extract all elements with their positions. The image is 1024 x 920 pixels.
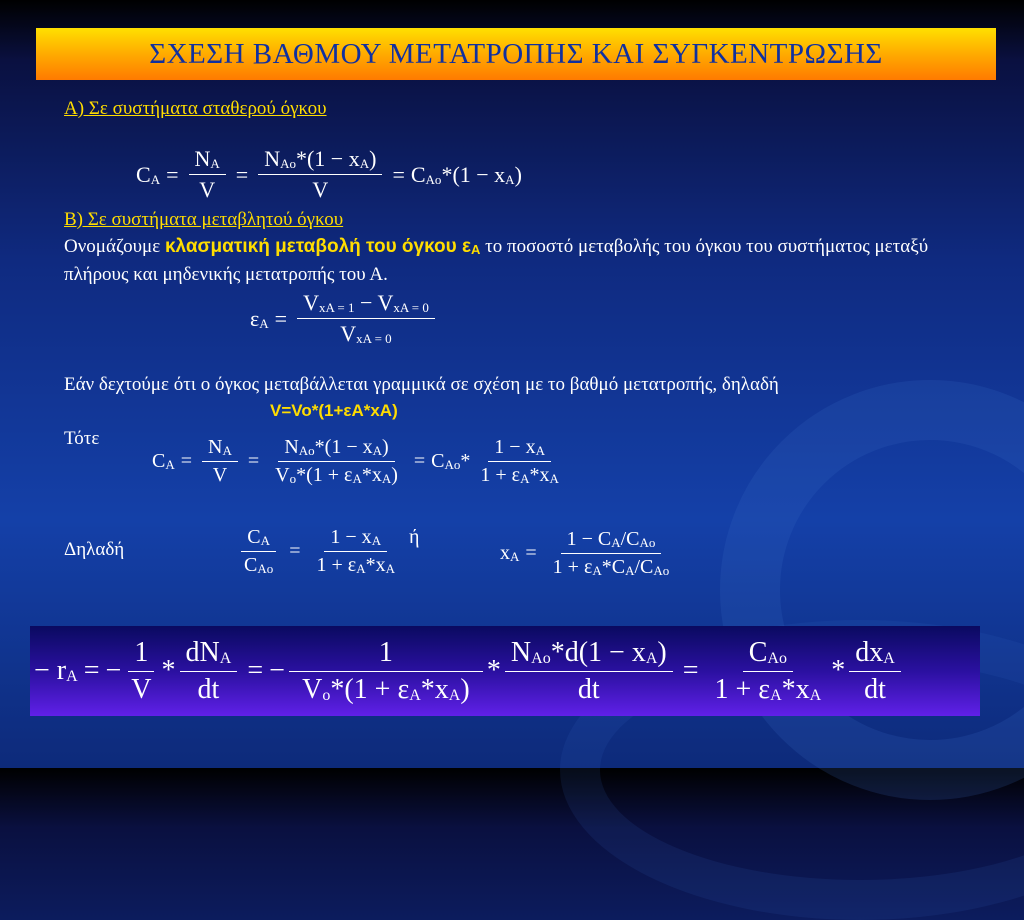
i-e-label: Δηλαδή — [64, 539, 125, 560]
equation-constant-volume: $C_A$ = $\frac{N_A}{V}$ = $\frac{N_{Ao}*(1 - x_A)}{V}$ = $C_{Ao}*(1 - x_A)$ — [136, 146, 522, 202]
intro-pre: Ονομάζουμε — [64, 236, 165, 257]
linear-formula: V=Vo*(1+εA*xA) — [270, 401, 398, 420]
then-label: Τότε — [64, 428, 100, 449]
intro-bold: κλασματική μεταβολή του όγκου ε — [164, 236, 472, 257]
section-b-heading: Β) Σε συστήματα μεταβλητού όγκου — [64, 209, 344, 230]
equation-conversion: $x_A$ = $\frac{1 - C_A/C_{Ao}}{1 + \varepsilon_A*C_A/C_{Ao}}$ — [500, 528, 670, 578]
equation-ratio: $\frac{C_A}{C_{Ao}}$ = $\frac{1 - x_A}{1 + \varepsilon_A*x_A}$ ή — [234, 526, 419, 577]
linear-text: Εάν δεχτούμε ότι ο όγκος μεταβάλλεται γραμμικά σε σχέση με το βαθμό μετατροπής, δηλαδή — [64, 374, 779, 395]
equation-epsilon: $\varepsilon_A$ = $\frac{V_{xA = 1} - V_{xA = 0}}{V_{xA = 0}}$ — [250, 290, 439, 347]
section-a-heading: Α) Σε συστήματα σταθερού όγκου — [64, 98, 327, 119]
section-b-intro — [64, 234, 964, 287]
equation-rate: − $r_A$ = − $\frac{1}{V}$ * $\frac{dN_A}{dt}$ = − $\frac{1}{V_o*(1 + \varepsilon_A*x_A)}$ * $\frac{N_{Ao}*d(1 - x_A)}{dt}$ = $\frac{C_{Ao}}{1 + \varepsilon_A*x_A}$ * $\frac{dx_A}{dt}$ — [30, 637, 905, 706]
page-title: ΣΧΕΣΗ ΒΑΘΜΟΥ ΜΕΤΑΤΡΟΠΗΣ ΚΑΙ ΣΥΓΚΕΝΤΡΩΣΗΣ — [149, 37, 883, 70]
equation-variable-volume: $C_A$ = $\frac{N_A}{V}$ = $\frac{N_{Ao}*(1 - x_A)}{V_o*(1 + \varepsilon_A*x_A)}$ = $C_{Ao}*$ $\frac{1 - x_A}{1 + \varepsilon_A*x_A}$ — [152, 436, 559, 486]
title-bar — [36, 28, 996, 80]
rate-equation-bar — [30, 626, 980, 716]
or-label: ή — [408, 526, 420, 548]
intro-post: το ποσοστό μεταβολής του όγκου του συστήματος μεταξύ πλήρους και μηδενικής μετατροπής του Α. — [64, 236, 929, 285]
intro-bold-sub: Α — [471, 242, 481, 257]
